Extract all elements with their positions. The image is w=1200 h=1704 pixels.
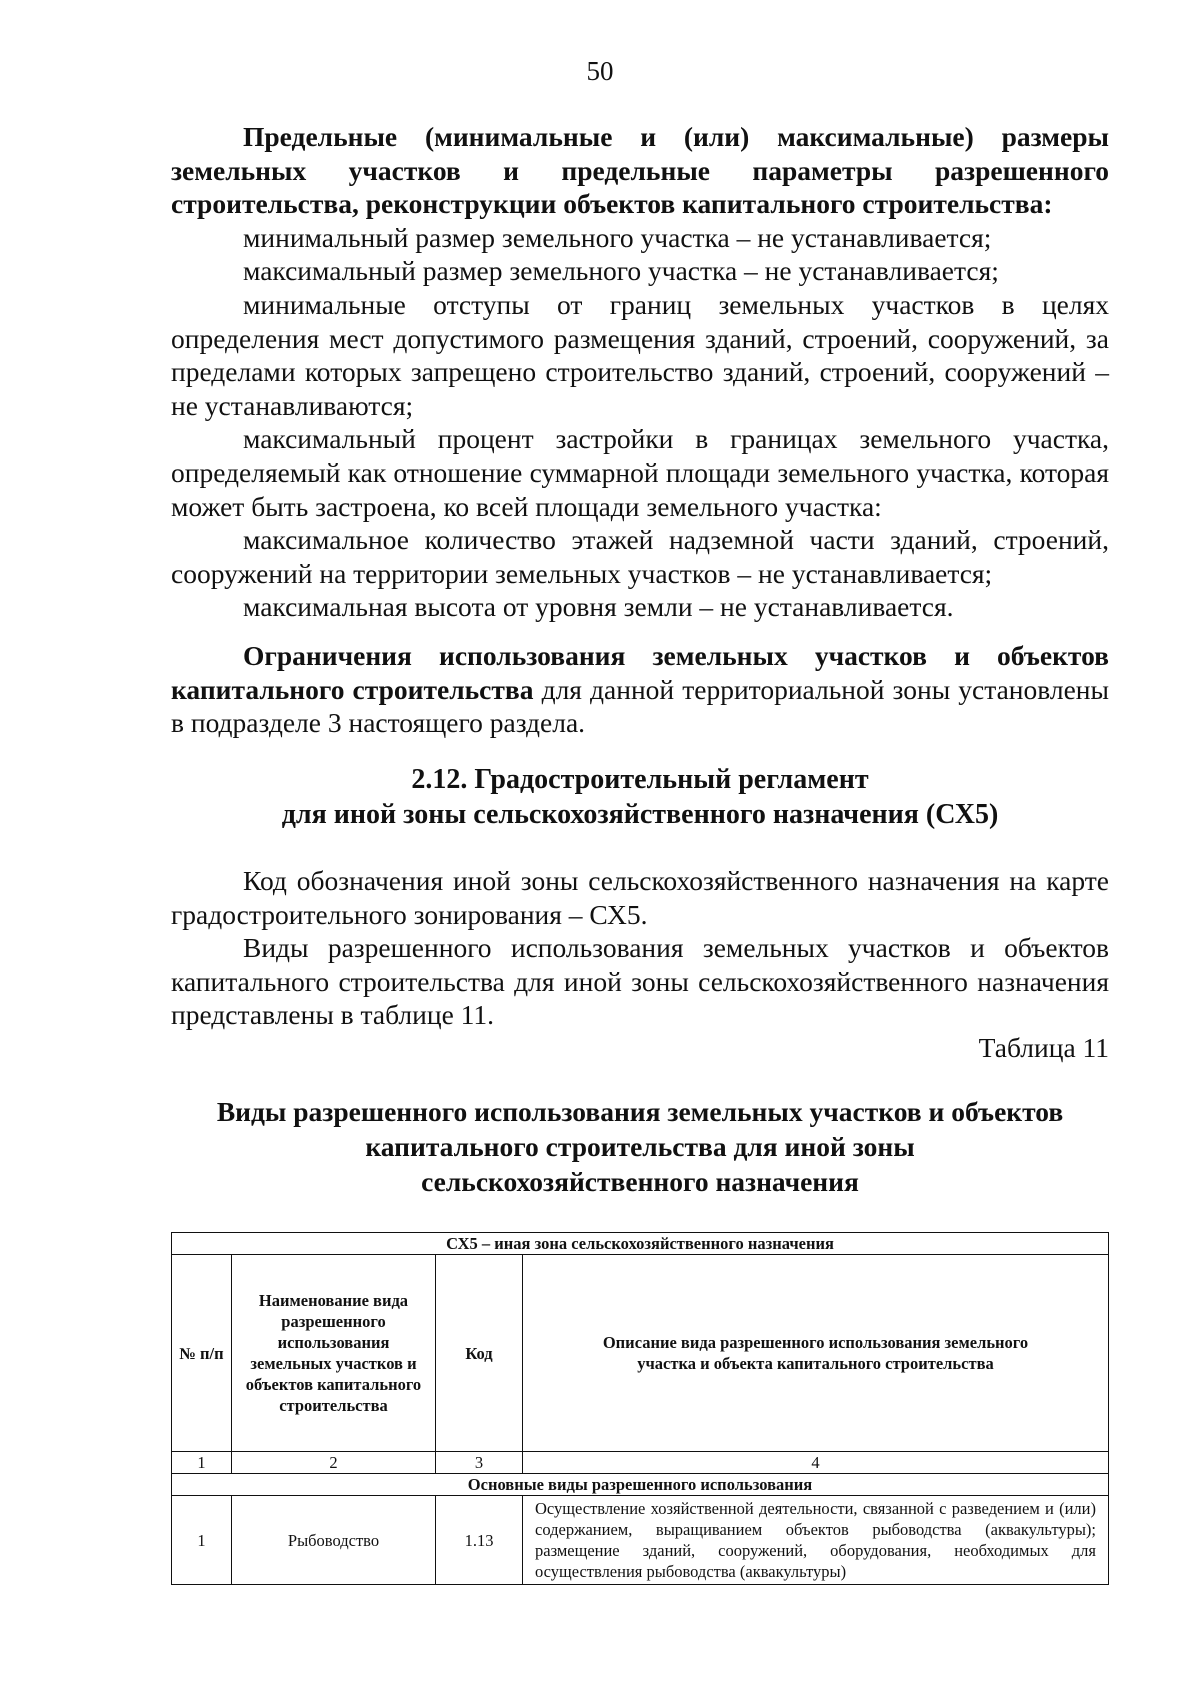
paragraph-min-size: минимальный размер земельного участка – не устанавливается; xyxy=(243,221,992,253)
table-title-line2: капитального строительства для иной зоны xyxy=(365,1131,915,1162)
paragraph-floors: максимальное количество этажей надземной части зданий, строений, сооружений на территории земельных участков – не устанавливается; xyxy=(171,524,1109,589)
paragraph-build-percent: максимальный процент застройки в границах земельного участка, определяемый как отношение суммарной площади земельного участка, которая может быть застроена, ко всей площади земельного участка: xyxy=(171,423,1109,522)
restrictions-bold: Ограничения использования земельных участков и объектов капитального строительства xyxy=(171,640,1109,705)
row-num: 1 xyxy=(172,1496,232,1585)
zone-uses-paragraph: Виды разрешенного использования земельных участков и объектов капитального строительства для иной зоны сельскохозяйственного назначения представлены в таблице 11. xyxy=(171,932,1109,1031)
table-title-line3: сельскохозяйственного назначения xyxy=(421,1166,859,1197)
table-caption: Таблица 11 xyxy=(978,1032,1109,1063)
column-header-row xyxy=(172,1255,1109,1452)
parameters-heading: Предельные (минимальные и (или) максимальные) размеры земельных участков и предельные параметры разрешенного строительства, реконструкции объектов капитального строительства: xyxy=(171,121,1109,220)
col-number-2: 2 xyxy=(232,1452,436,1474)
section-header-row xyxy=(172,1474,1109,1496)
col-header-desc: Описание вида разрешенного использования земельного участка и объекта капитального строительства xyxy=(523,1255,1109,1452)
section-heading-line2: для иной зоны сельскохозяйственного назначения (СХ5) xyxy=(281,799,999,830)
section-heading xyxy=(171,762,1109,832)
section-header: Основные виды разрешенного использования xyxy=(172,1474,1109,1496)
page-number: 50 xyxy=(586,56,614,86)
col-number-3: 3 xyxy=(436,1452,523,1474)
land-use-table xyxy=(171,1232,1109,1585)
restrictions-text: для данной территориальной зоны установлены в подразделе 3 настоящего раздела. xyxy=(171,673,1109,739)
section-heading-line1: 2.12. Градостроительный регламент xyxy=(411,764,869,795)
col-number-1: 1 xyxy=(172,1452,232,1474)
table-row xyxy=(172,1496,1109,1585)
column-number-row xyxy=(172,1452,1109,1474)
zone-header: СХ5 – иная зона сельскохозяйственного назначения xyxy=(172,1233,1109,1255)
col-header-code: Код xyxy=(436,1255,523,1452)
zone-header-row xyxy=(172,1233,1109,1255)
paragraph-max-size: максимальный размер земельного участка – не устанавливается; xyxy=(243,255,999,287)
paragraph-setbacks: минимальные отступы от границ земельных участков в целях определения мест допустимого размещения зданий, строений, сооружений, за пределами которых запрещено строительство зданий, строений, сооружений – не устанавливаются; xyxy=(171,288,1109,421)
row-code: 1.13 xyxy=(436,1496,523,1585)
paragraph-height: максимальная высота от уровня земли – не устанавливается. xyxy=(243,591,954,623)
col-number-4: 4 xyxy=(523,1452,1109,1474)
parameters-section xyxy=(171,120,1109,624)
row-description: Осуществление хозяйственной деятельности, связанной с разведением и (или) содержанием, выращиванием объектов рыбоводства (аквакультуры); размещение зданий, сооружений, оборудования, необходимых для осуществления рыбоводства (аквакультуры) xyxy=(523,1496,1109,1585)
table-title-line1: Виды разрешенного использования земельных участков и объектов xyxy=(216,1096,1064,1127)
restrictions-paragraph xyxy=(171,639,1109,740)
col-header-name: Наименование вида разрешенного использования земельных участков и объектов капитального строительства xyxy=(232,1255,436,1452)
zone-code-paragraph: Код обозначения иной зоны сельскохозяйственного назначения на карте градостроительного зонирования – СХ5. xyxy=(171,865,1109,930)
row-name: Рыбоводство xyxy=(232,1496,436,1585)
zone-description xyxy=(171,864,1109,1032)
col-header-num: № п/п xyxy=(172,1255,232,1452)
table-title xyxy=(171,1094,1109,1199)
